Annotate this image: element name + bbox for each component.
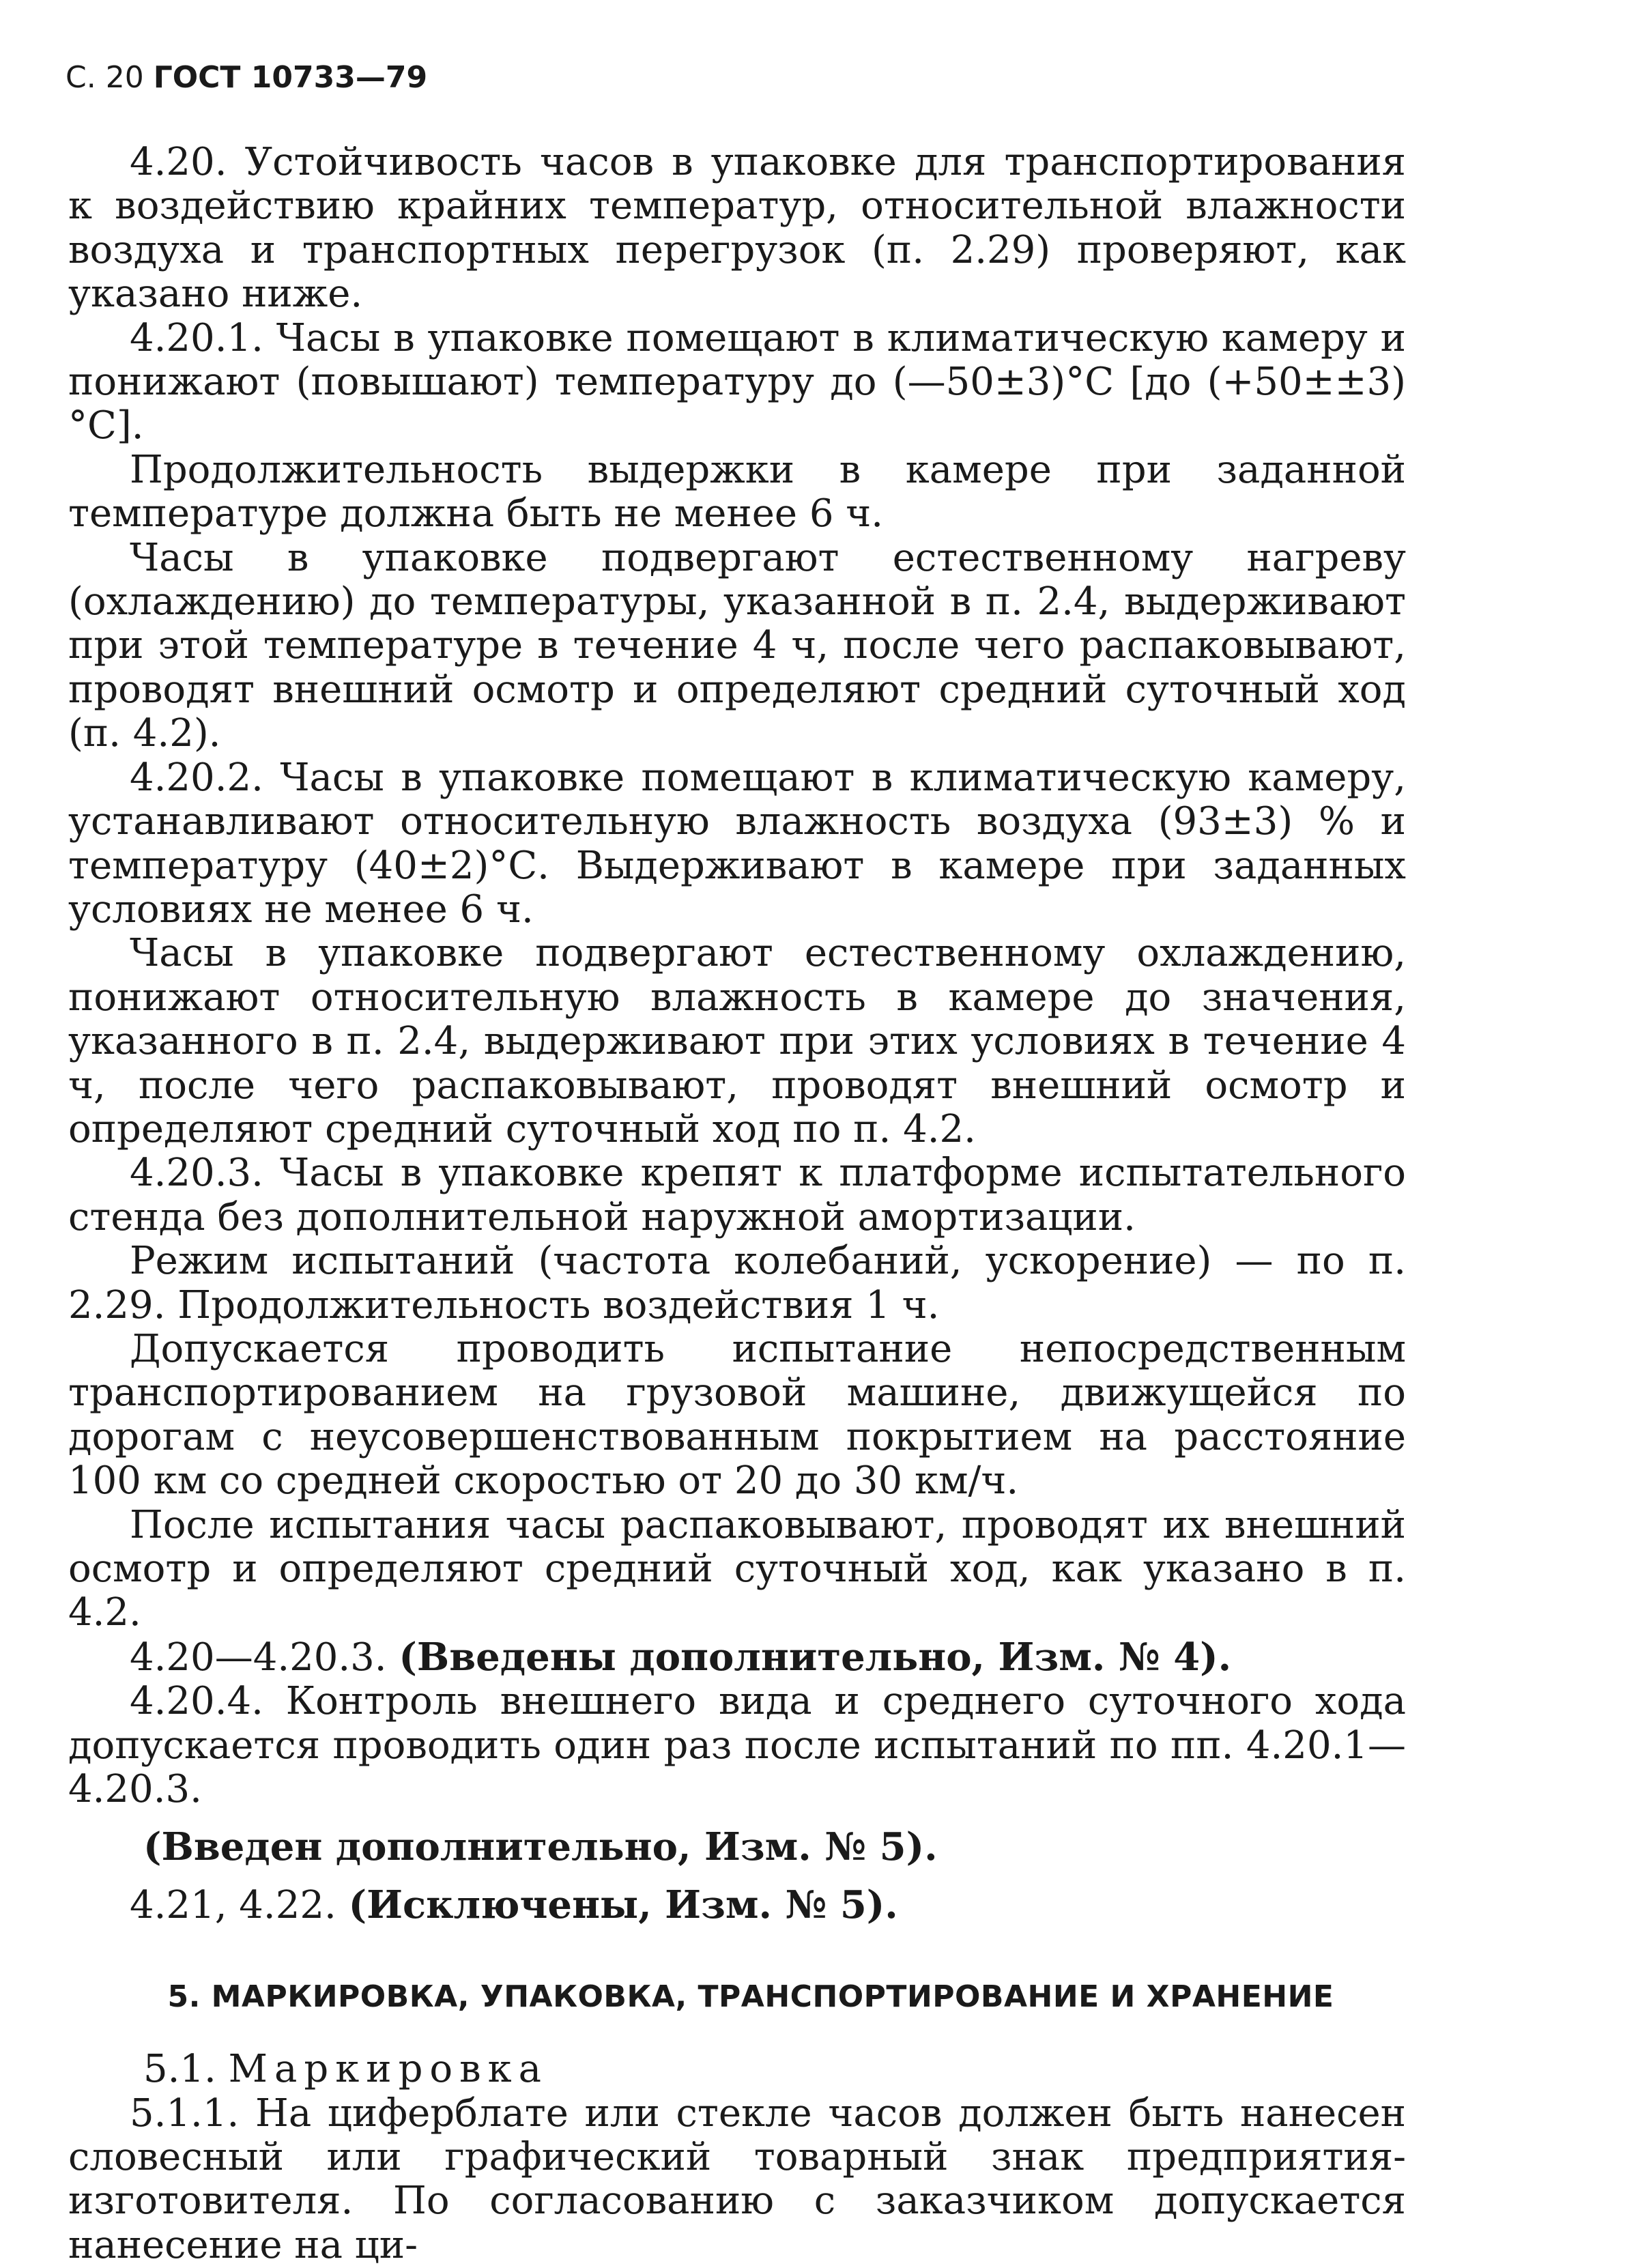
amendment-note-4-21 (68, 1883, 1406, 1927)
paragraph-4-20-3: 4.20.3. Часы в упаковке крепят к платформе испытательного стенда без дополнительной наружной амортизации. (68, 1151, 1406, 1239)
paragraph-4-20-3-transport: Допускается проводить испытание непосредственным транспортированием на грузовой машине, движущейся по дорогам с неусовершенствованным покрытием на расстояние 100 км со средней скоростью от 20 до 30 км/ч. (68, 1326, 1406, 1504)
paragraph-5-1-1: 5.1.1. На циферблате или стекле часов должен быть нанесен словесный или графический товарный знак предприятия-изготовителя. По согласованию с заказчиком допускается нанесение на ци- (68, 2091, 1406, 2267)
paragraph-4-20: 4.20. Устойчивость часов в упаковке для транспортирования к воздействию крайних температур, относительной влажности воздуха и транспортных перегрузок (п. 2.29) проверяют, как указано ниже. (68, 140, 1406, 317)
paragraph-4-20-1: 4.20.1. Часы в упаковке помещают в климатическую камеру и понижают (повышают) температуру до (—50±3)°С [до (+50±±3)°С]. (68, 315, 1406, 448)
running-header (66, 57, 427, 98)
section-5-heading: 5. МАРКИРОВКА, УПАКОВКА, ТРАНСПОРТИРОВАНИЕ И ХРАНЕНИЕ (167, 1979, 1334, 2015)
paragraph-4-20-1-procedure: Часы в упаковке подвергают естественному нагреву (охлаждению) до температуры, указанной в п. 2.4, выдерживают при этой температуре в течение 4 ч, после чего распаковывают, проводят внешний осмотр и определяют средний суточный ход (п. 4.2). (68, 535, 1406, 756)
page-number: С. 20 (66, 60, 144, 95)
amendment-ref: 4.20—4.20.3. (130, 1635, 387, 1680)
amendment-note-4-20 (68, 1635, 1406, 1680)
paragraph-4-20-2-procedure: Часы в упаковке подвергают естественному охлаждению, понижают относительную влажность в камере до значения, указанного в п. 2.4, выдерживают при этих условиях в течение 4 ч, после чего распаковывают, проводят внешний осмотр и определяют средний суточный ход по п. 4.2. (68, 931, 1406, 1151)
paragraph-4-20-3-mode: Режим испытаний (частота колебаний, ускорение) — по п. 2.29. Продолжительность воздействия 1 ч. (68, 1239, 1406, 1327)
subsection-5-1-title (68, 2048, 1406, 2091)
amendment-note-4-20-4: (Введен дополнительно, Изм. № 5). (143, 1824, 938, 1870)
paragraph-4-20-3-after: После испытания часы распаковывают, проводят их внешний осмотр и определяют средний суточный ход, как указано в п. 4.2. (68, 1502, 1406, 1635)
document-body (68, 141, 1406, 2267)
subsection-number: 5.1. (143, 2047, 216, 2092)
excluded-ref: 4.21, 4.22. (130, 1882, 336, 1927)
excluded-text: (Исключены, Изм. № 5). (348, 1882, 898, 1927)
amendment-text: (Введены дополнительно, Изм. № 4). (399, 1634, 1232, 1680)
paragraph-4-20-1-duration: Продолжительность выдержки в камере при заданной температуре должна быть не менее 6 ч. (68, 447, 1406, 536)
paragraph-4-20-4: 4.20.4. Контроль внешнего вида и среднего суточного хода допускается проводить один раз после испытаний по пп. 4.20.1—4.20.3. (68, 1679, 1406, 1812)
subsection-name: Маркировка (228, 2047, 549, 2092)
paragraph-4-20-2: 4.20.2. Часы в упаковке помещают в климатическую камеру, устанавливают относительную влажность воздуха (93±3) % и температуру (40±2)°С. Выдерживают в камере при заданных условиях не менее 6 ч. (68, 755, 1406, 932)
standard-designation: ГОСТ 10733—79 (153, 60, 428, 95)
